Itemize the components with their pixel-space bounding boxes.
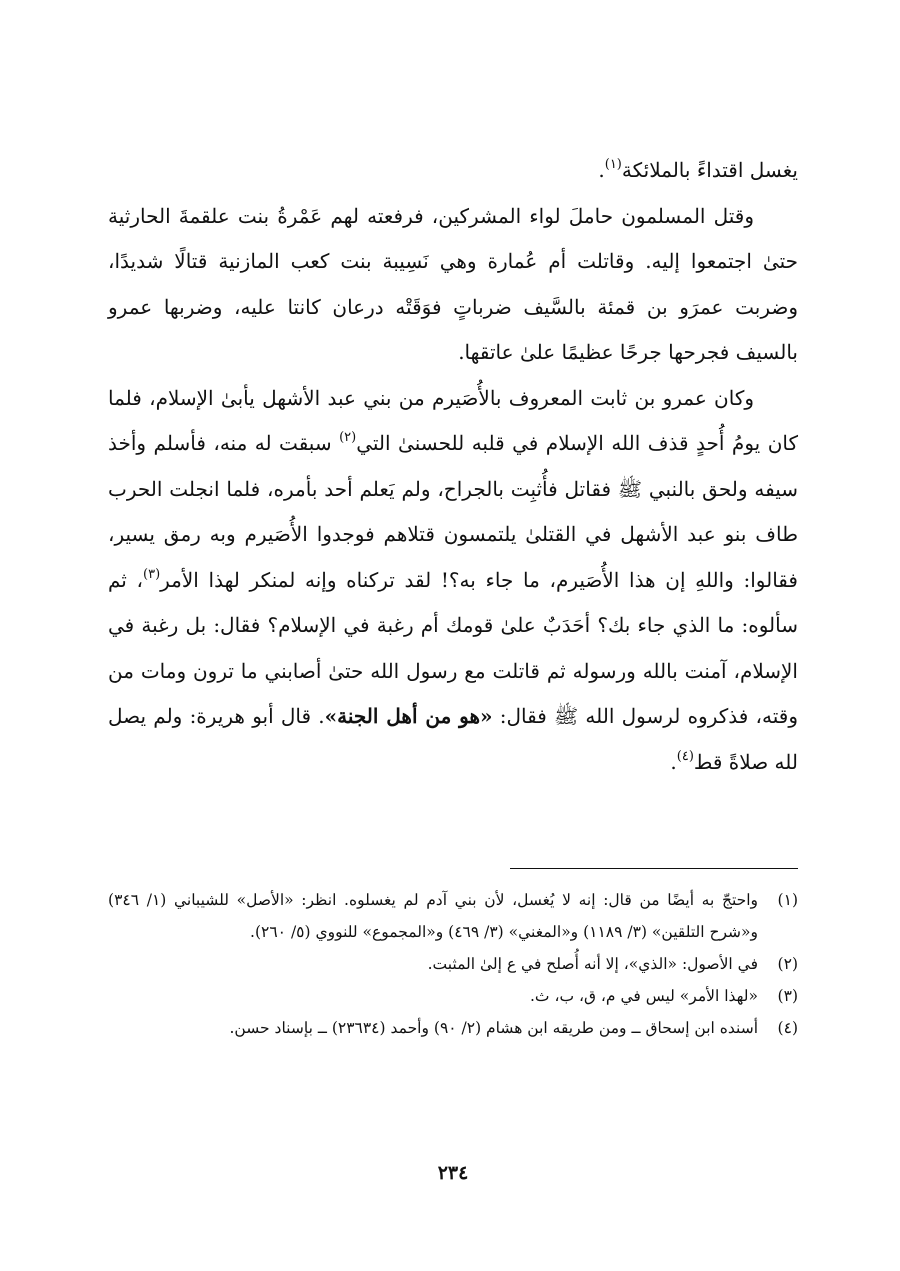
hadith-quote: «هو من أهل الجنة» [324,704,493,728]
footnote-text: واحتجّ به أيضًا من قال: إنه لا يُغسل، لأن بني آدم لم يغسلوه. انظر: «الأصل» للشيباني (١/ ٣٤٦) و«شرح التلقين» (٣/ ١١٨٩) و«المغني» (٣/ ٤٦٩) و«المجموع» للنووي (٥/ ٢٦٠). [108,891,758,941]
footnote-number: (٤) [777,1019,798,1037]
main-text [108,148,798,785]
footnote-ref-4: (٤) [676,748,694,764]
footnote-3 [108,980,798,1012]
footnote-separator [510,868,798,869]
paragraph-3 [108,376,798,786]
document-page [108,0,798,1271]
footnote-2 [108,948,798,980]
paragraph-1 [108,148,798,194]
paragraph-3-part-2: سبقت له منه، فأسلم وأخذ سيفه ولحق بالنبي ﷺ فقاتل فأُثبِت بالجراح، ولم يَعلم أحد بأمره، فلما انجلت الحرب طاف بنو عبد الأشهل في القتلىٰ يلتمسون قتلاهم فوجدوا الأُصَيرم وبه رمق يسير، فقالوا: واللهِ إن هذا الأُصَيرم، ما جاء به؟! لقد تركناه وإنه لمنكر لهذا الأمر [108,431,798,592]
footnote-ref-2: (٢) [339,430,357,445]
footnote-number: (٣) [777,987,798,1005]
page-number: ٢٣٤ [437,1162,469,1184]
footnote-number: (١) [777,891,798,909]
paragraph-3-part-4: . قال أبو هريرة: ولم يصل لله صلاةً قط [108,704,798,774]
footnotes [108,884,798,1044]
footnote-text: أسنده ابن إسحاق ــ ومن طريقه ابن هشام (٢/ ٩٠) وأحمد (٢٣٦٣٤) ــ بإسناد حسن. [229,1019,758,1037]
footnote-number: (٢) [777,955,798,973]
paragraph-2: وقتل المسلمون حاملَ لواء المشركين، فرفعته لهم عَمْرةُ بنت علقمةَ الحارثية حتىٰ اجتمعوا إليه. وقاتلت أم عُمارة وهي نَسِيبة بنت كعب المازنية قتالًا شديدًا، وضربت عمرَو بن قمئة بالسَّيف ضرباتٍ فوَقَتْه درعان كانتا عليه، وضربها عمرو بالسيف فجرحها جرحًا عظيمًا علىٰ عاتقها. [108,203,798,364]
paragraph-3-end: . [670,749,677,774]
footnote-text: «لهذا الأمر» ليس في م، ق، ب، ث. [530,987,758,1005]
footnote-ref-3: (٣) [143,566,161,582]
footnote-text: في الأصول: «الذي»، إلا أنه أُصلح في ع إلىٰ المثبت. [427,955,758,973]
paragraph-1-end: . [598,158,605,182]
paragraph-3-part-3: ، ثم سألوه: ما الذي جاء بك؟ أحَدَبٌ علىٰ قومك أم رغبة في الإسلام؟ فقال: بل رغبة في الإسلام، آمنت بالله ورسوله ثم قاتلت مع رسول الله حتىٰ أصابني ما ترون ومات من وقته، فذكروه لرسول الله ﷺ فقال: [108,567,798,728]
footnote-1 [108,884,798,948]
paragraph-3-part-1: وكان عمرو بن ثابت المعروف بالأُصَيرم من بني عبد الأشهل يأبىٰ الإسلام، فلما كان يومُ أُحدٍ قذف الله الإسلام في قلبه للحسنىٰ التي [108,385,798,455]
footnote-ref-1: (١) [604,157,622,172]
footnote-4 [108,1012,798,1044]
paragraph-1-text: يغسل اقتداءً بالملائكة [621,158,798,182]
